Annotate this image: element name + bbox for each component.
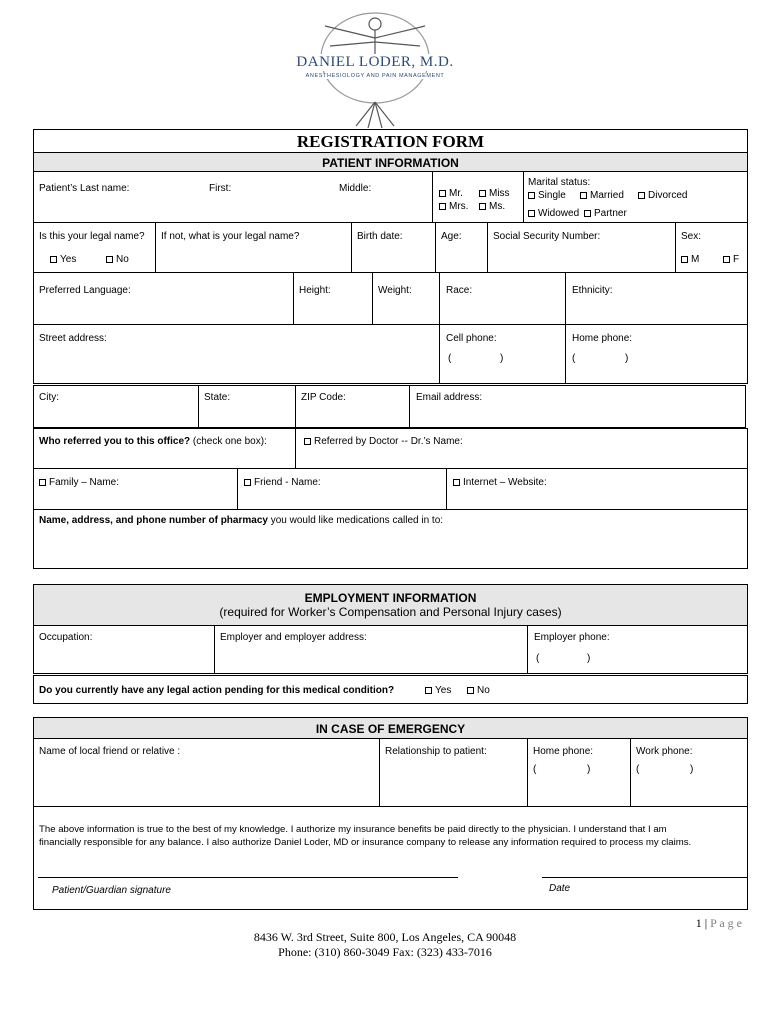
employer-phone-paren-open: ( <box>536 653 540 664</box>
language-cell[interactable] <box>33 272 294 325</box>
legal-no-option[interactable] <box>106 254 129 265</box>
marital-partner-label: Partner <box>594 208 627 219</box>
employer-address-cell[interactable] <box>214 625 528 674</box>
email-label: Email address: <box>416 392 483 403</box>
employer-phone-cell[interactable] <box>527 625 748 674</box>
employer-address-label: Employer and employer address: <box>220 632 367 643</box>
home-phone-paren-open: ( <box>572 353 576 364</box>
legal-yes-label: Yes <box>60 254 77 265</box>
sex-cell <box>675 222 748 273</box>
legal-name-question: Is this your legal name? <box>39 231 145 242</box>
authorization-box <box>33 806 748 910</box>
cell-phone-label: Cell phone: <box>446 333 497 344</box>
legal-yes-option[interactable] <box>50 254 76 265</box>
emergency-work-paren-close: ) <box>690 764 694 775</box>
legal-name-cell <box>33 222 156 273</box>
race-cell[interactable] <box>439 272 566 325</box>
pharmacy-cell[interactable] <box>33 509 748 569</box>
language-label: Preferred Language: <box>39 285 131 296</box>
middle-name-label: Middle: <box>339 183 372 194</box>
ref-doctor-checkbox[interactable] <box>304 438 311 445</box>
ref-family-cell[interactable] <box>33 468 238 510</box>
ref-friend-option[interactable] <box>244 477 321 488</box>
pharmacy-label-bold: Name, address, and phone number of pharmacy <box>39 515 268 526</box>
sex-m-label: M <box>691 254 700 265</box>
title-mr-label: Mr. <box>449 188 463 199</box>
authorization-line-1: The above information is true to the best of my knowledge. I authorize my insurance benefits be paid directly to the physician. I understand that I am <box>39 824 667 835</box>
legal-action-no-label: No <box>477 685 490 696</box>
employment-section-header <box>33 584 748 626</box>
marital-single-option[interactable] <box>528 190 566 201</box>
ref-doctor-option[interactable] <box>304 436 463 447</box>
logo-subtitle: ANESTHESIOLOGY AND PAIN MANAGEMENT <box>290 73 460 79</box>
ref-family-checkbox[interactable] <box>39 479 46 486</box>
marital-married-option[interactable] <box>580 190 624 201</box>
title-mrs-option[interactable] <box>439 201 468 212</box>
friend-name-label: Name of local friend or relative : <box>39 746 181 757</box>
page-number-separator: | <box>704 916 708 930</box>
footer-address: 8436 W. 3rd Street, Suite 800, Los Angeles, CA 90048 <box>253 930 517 944</box>
marital-label: Marital status: <box>528 177 591 188</box>
sex-m-checkbox[interactable] <box>681 256 688 263</box>
alt-legal-name-label: If not, what is your legal name? <box>161 231 300 242</box>
form-title: REGISTRATION FORM <box>296 132 485 151</box>
age-label: Age: <box>441 231 462 242</box>
friend-name-cell[interactable] <box>33 738 380 807</box>
employment-section-title: EMPLOYMENT INFORMATION <box>304 591 477 605</box>
date-line[interactable] <box>542 877 747 878</box>
marital-married-label: Married <box>590 190 624 201</box>
marital-widowed-option[interactable] <box>528 208 579 219</box>
ref-doctor-label: Referred by Doctor -- Dr.’s Name: <box>314 436 463 447</box>
authorization-line-2: financially responsible for any balance. I also authorize Daniel Loder, MD or insurance company to release any information required to process my claims. <box>39 837 692 848</box>
title-cell <box>432 171 524 223</box>
married-checkbox[interactable] <box>580 192 587 199</box>
cell-phone-cell[interactable] <box>439 324 566 384</box>
birth-date-cell[interactable] <box>351 222 436 273</box>
mrs-checkbox[interactable] <box>439 203 446 210</box>
sex-m-option[interactable] <box>681 254 699 265</box>
ref-internet-option[interactable] <box>453 477 547 488</box>
marital-widowed-label: Widowed <box>538 208 580 219</box>
emergency-home-phone-cell[interactable] <box>527 738 631 807</box>
alt-legal-name-cell[interactable] <box>155 222 352 273</box>
sex-f-option[interactable] <box>723 254 739 265</box>
ref-friend-label: Friend - Name: <box>254 477 321 488</box>
title-mrs-label: Mrs. <box>449 201 469 212</box>
first-name-label: First: <box>209 183 232 194</box>
zip-label: ZIP Code: <box>301 392 346 403</box>
signature-label: Patient/Guardian signature <box>52 885 171 896</box>
ref-friend-checkbox[interactable] <box>244 479 251 486</box>
legal-yes-checkbox[interactable] <box>50 256 57 263</box>
title-ms-label: Ms. <box>489 201 506 212</box>
page-number <box>650 916 742 931</box>
marital-divorced-label: Divorced <box>648 190 688 201</box>
relationship-label: Relationship to patient: <box>385 746 487 757</box>
zip-cell[interactable] <box>295 385 410 428</box>
pharmacy-label <box>39 515 443 526</box>
state-label: State: <box>204 392 231 403</box>
emergency-home-phone-label: Home phone: <box>533 746 594 757</box>
occupation-label: Occupation: <box>39 632 93 643</box>
emergency-home-paren-open: ( <box>533 764 537 775</box>
sex-label: Sex: <box>681 231 702 242</box>
cell-phone-paren-close: ) <box>500 353 504 364</box>
street-cell[interactable] <box>33 324 440 384</box>
ssn-label: Social Security Number: <box>493 231 601 242</box>
emergency-work-phone-cell[interactable] <box>630 738 748 807</box>
legal-action-no-option[interactable] <box>467 685 490 696</box>
marital-single-label: Single <box>538 190 566 201</box>
single-checkbox[interactable] <box>528 192 535 199</box>
state-cell[interactable] <box>198 385 296 428</box>
height-cell[interactable] <box>293 272 373 325</box>
pharmacy-label-rest: you would like medications called in to: <box>267 515 444 526</box>
referred-question-bold: Who referred you to this office? <box>39 436 191 447</box>
street-label: Street address: <box>39 333 107 344</box>
employment-section-subtitle: (required for Worker’s Compensation and Personal Injury cases) <box>219 605 562 619</box>
home-phone-paren-close: ) <box>625 353 629 364</box>
legal-action-yes-label: Yes <box>435 685 452 696</box>
age-cell[interactable] <box>435 222 488 273</box>
referred-question-cell <box>33 428 296 469</box>
referred-question-rest: (check one box): <box>190 436 267 447</box>
partner-checkbox[interactable] <box>584 210 591 217</box>
legal-action-cell <box>33 675 748 704</box>
name-cell[interactable] <box>33 171 433 223</box>
city-label: City: <box>39 392 59 403</box>
ref-internet-label: Internet – Website: <box>463 477 547 488</box>
ref-family-option[interactable] <box>39 477 119 488</box>
marital-divorced-option[interactable] <box>638 190 687 201</box>
legal-action-question: Do you currently have any legal action pending for this medical condition? <box>39 685 395 696</box>
referred-question <box>39 436 267 447</box>
title-miss-option[interactable] <box>479 188 510 199</box>
title-miss-label: Miss <box>489 188 510 199</box>
widowed-checkbox[interactable] <box>528 210 535 217</box>
legal-action-yes-checkbox[interactable] <box>425 687 432 694</box>
title-ms-option[interactable] <box>479 201 505 212</box>
home-phone-label: Home phone: <box>572 333 633 344</box>
ref-internet-cell[interactable] <box>446 468 748 510</box>
weight-cell[interactable] <box>372 272 440 325</box>
sex-f-label: F <box>733 254 740 265</box>
patient-section-header <box>33 152 748 172</box>
ssn-cell[interactable] <box>487 222 676 273</box>
date-label: Date <box>549 883 571 894</box>
signature-line[interactable] <box>38 877 458 878</box>
last-name-label: Patient’s Last name: <box>39 183 130 194</box>
emergency-section-header <box>33 717 748 739</box>
cell-phone-paren-open: ( <box>448 353 452 364</box>
miss-checkbox[interactable] <box>479 190 486 197</box>
ref-friend-cell[interactable] <box>237 468 447 510</box>
legal-action-yes-option[interactable] <box>425 685 451 696</box>
marital-partner-option[interactable] <box>584 208 627 219</box>
emergency-section-title: IN CASE OF EMERGENCY <box>315 722 466 736</box>
birth-date-label: Birth date: <box>357 231 403 242</box>
emergency-work-paren-open: ( <box>636 764 640 775</box>
title-mr-option[interactable] <box>439 188 463 199</box>
weight-label: Weight: <box>378 285 412 296</box>
ref-family-label: Family – Name: <box>49 477 120 488</box>
page-word: P a g e <box>710 916 742 930</box>
ref-internet-checkbox[interactable] <box>453 479 460 486</box>
emergency-home-paren-close: ) <box>587 764 591 775</box>
emergency-work-phone-label: Work phone: <box>636 746 693 757</box>
form-title-box <box>33 129 748 153</box>
occupation-cell[interactable] <box>33 625 215 674</box>
divorced-checkbox[interactable] <box>638 192 645 199</box>
mr-checkbox[interactable] <box>439 190 446 197</box>
sex-f-checkbox[interactable] <box>723 256 730 263</box>
home-phone-cell[interactable] <box>565 324 748 384</box>
legal-no-checkbox[interactable] <box>106 256 113 263</box>
employer-phone-paren-close: ) <box>587 653 591 664</box>
legal-action-no-checkbox[interactable] <box>467 687 474 694</box>
marital-cell <box>523 171 748 223</box>
ethnicity-label: Ethnicity: <box>572 285 613 296</box>
ethnicity-cell[interactable] <box>565 272 748 325</box>
legal-no-label: No <box>116 254 129 265</box>
logo <box>290 10 460 130</box>
footer-phone: Phone: (310) 860-3049 Fax: (323) 433-7016 <box>278 945 492 959</box>
logo-name: DANIEL LODER, M.D. <box>290 54 460 71</box>
referred-doctor-cell[interactable] <box>295 428 748 469</box>
email-cell[interactable] <box>409 385 746 428</box>
patient-section-title: PATIENT INFORMATION <box>322 156 459 170</box>
race-label: Race: <box>446 285 473 296</box>
employer-phone-label: Employer phone: <box>534 632 610 643</box>
height-label: Height: <box>299 285 331 296</box>
page-number-value: 1 <box>695 916 702 930</box>
ms-checkbox[interactable] <box>479 203 486 210</box>
city-cell[interactable] <box>33 385 199 428</box>
relationship-cell[interactable] <box>379 738 528 807</box>
